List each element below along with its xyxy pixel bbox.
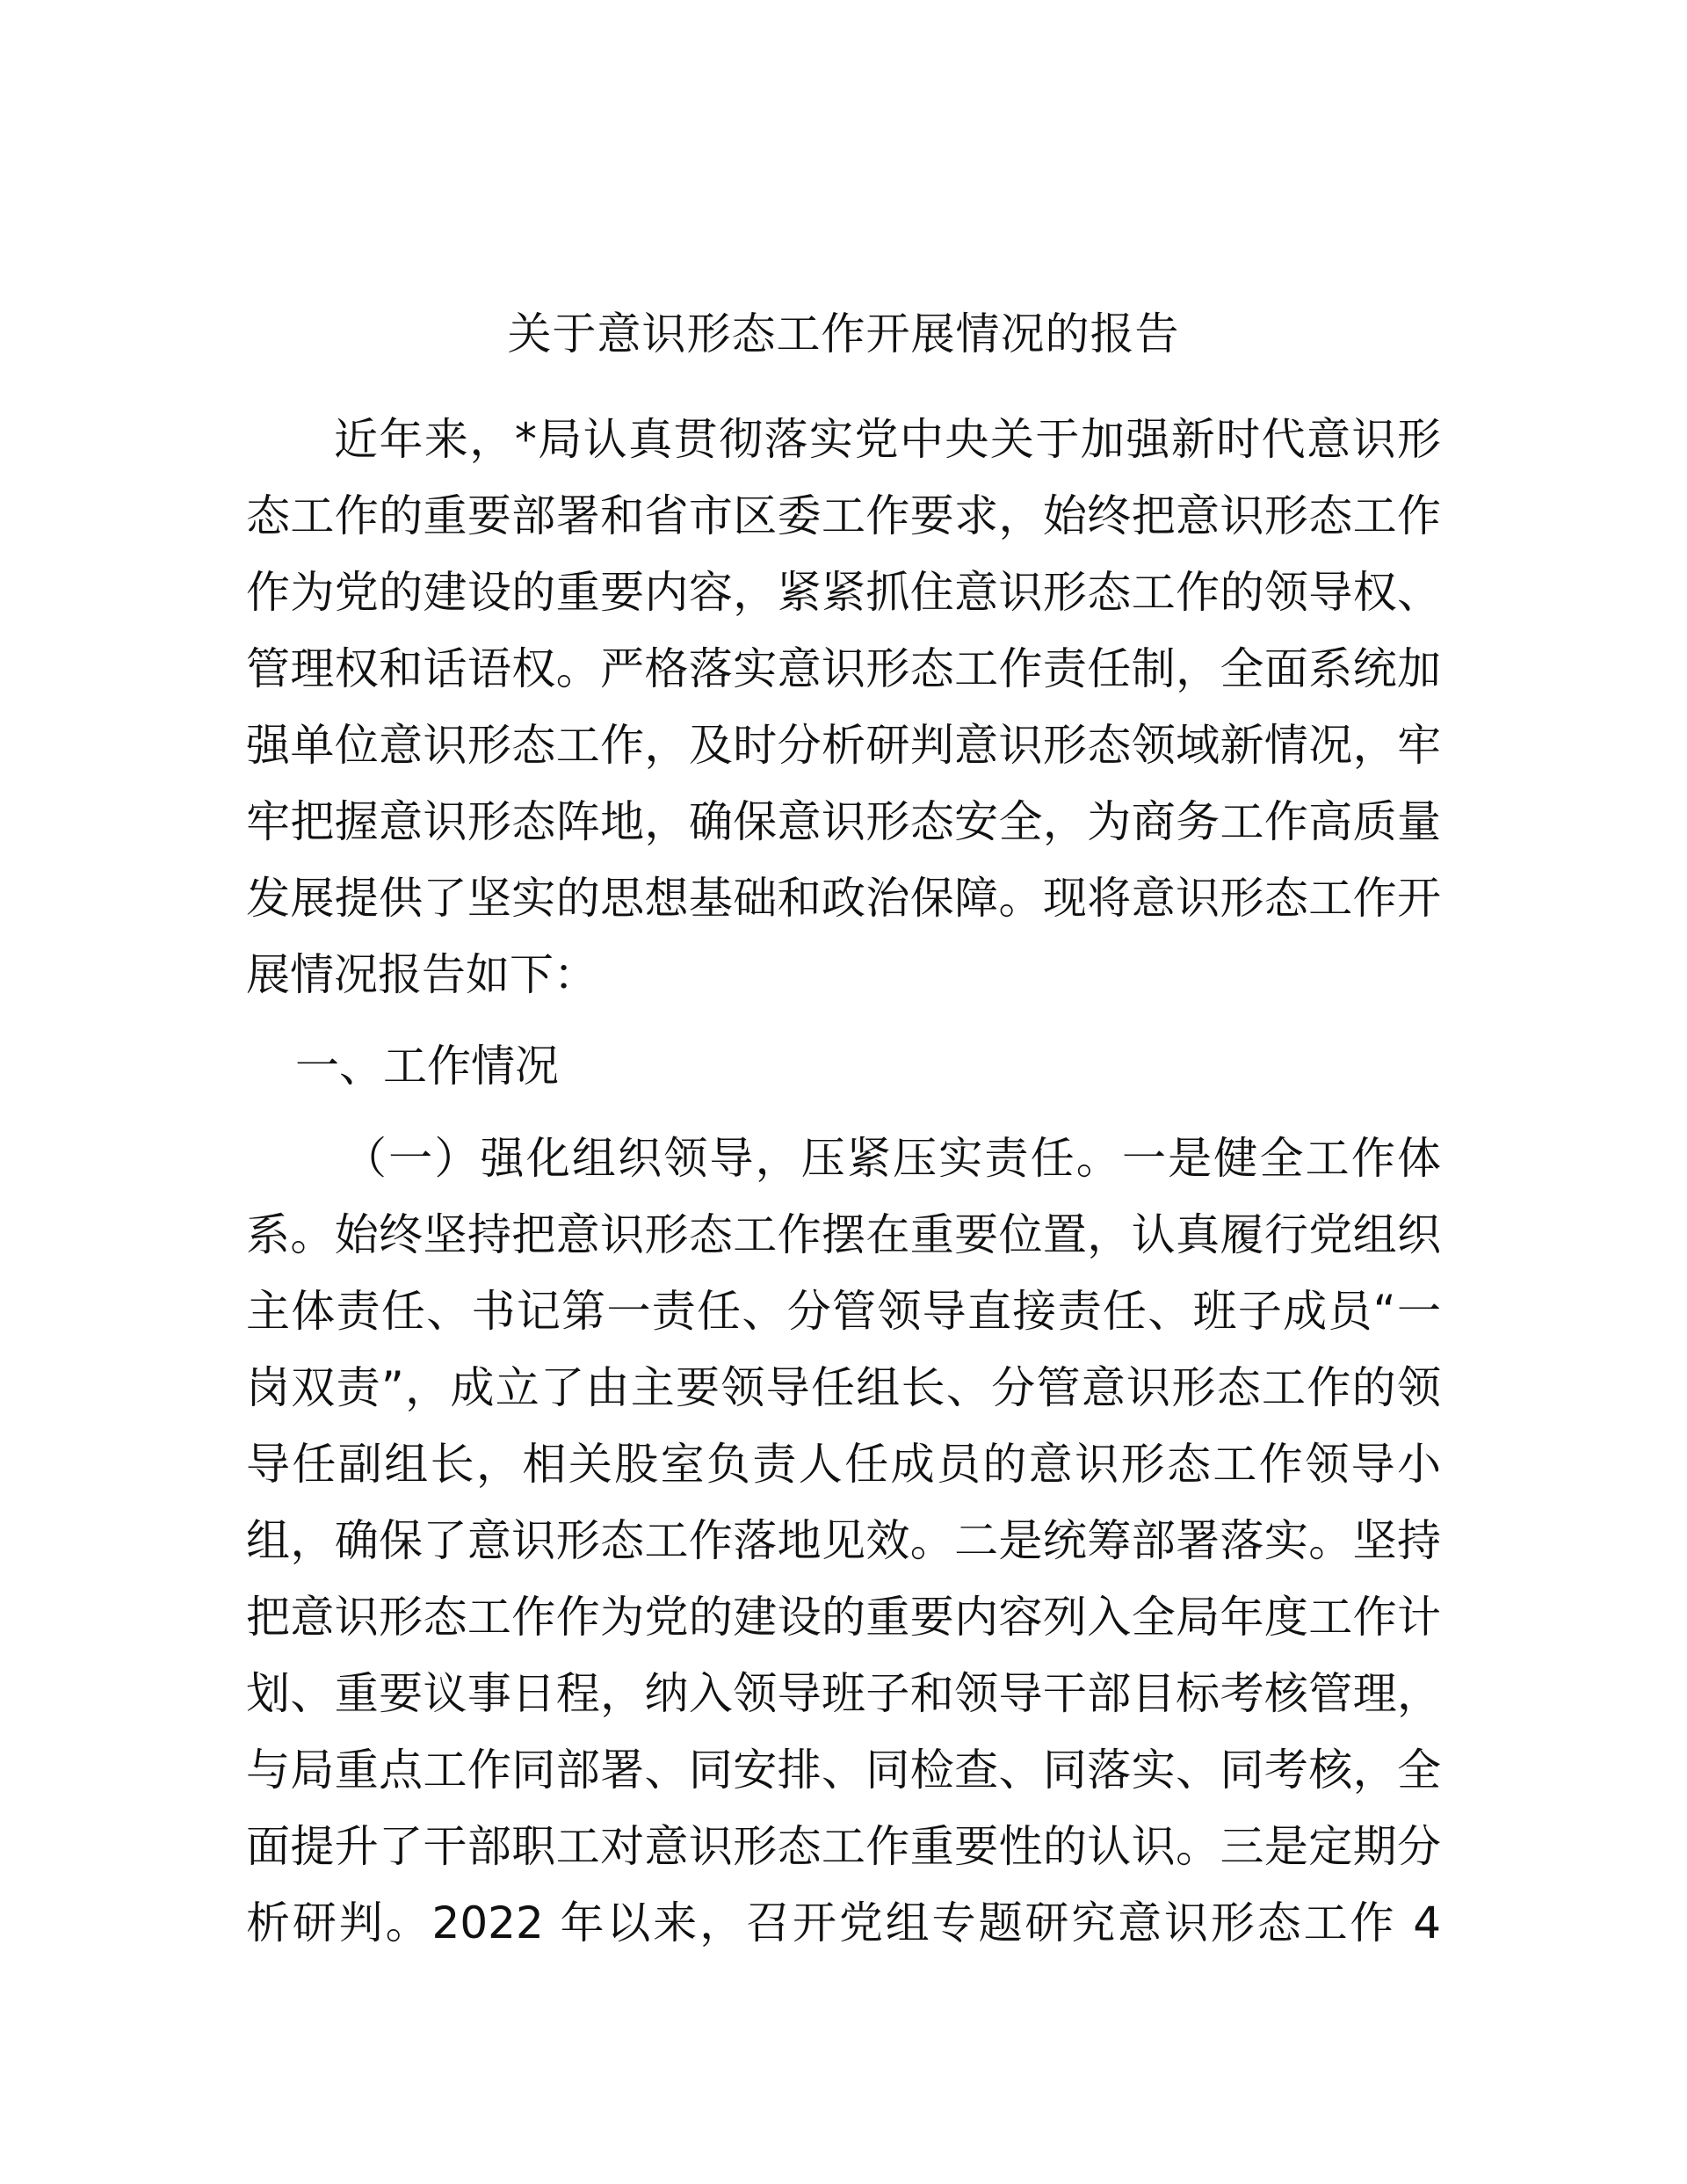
paragraph-line: 展情况报告如下： <box>246 949 597 1000</box>
paragraph-line: 把意识形态工作作为党的建设的重要内容列入全局年度工作计 <box>246 1592 1441 1643</box>
paragraph-line: 与局重点工作同部署、同安排、同检查、同落实、同考核，全 <box>246 1745 1441 1796</box>
document-title: 关于意识形态工作开展情况的报告 <box>507 308 1180 359</box>
paragraph-line: 近年来，*局认真贯彻落实党中央关于加强新时代意识形 <box>334 414 1441 465</box>
paragraph-line: 作为党的建设的重要内容，紧紧抓住意识形态工作的领导权、 <box>246 567 1441 618</box>
paragraph-line: 组，确保了意识形态工作落地见效。二是统筹部署落实。坚持 <box>246 1515 1441 1566</box>
paragraph-line: 系。始终坚持把意识形态工作摆在重要位置，认真履行党组织 <box>246 1209 1441 1260</box>
paragraph-line: 发展提供了坚实的思想基础和政治保障。现将意识形态工作开 <box>246 873 1441 924</box>
paragraph-line: 析研判。2022 年以来，召开党组专题研究意识形态工作 4 <box>246 1897 1441 1948</box>
paragraph-line: 牢把握意识形态阵地，确保意识形态安全，为商务工作高质量 <box>246 796 1441 847</box>
paragraph-line: 划、重要议事日程，纳入领导班子和领导干部目标考核管理， <box>246 1668 1441 1719</box>
paragraph-line: 主体责任、书记第一责任、分管领导直接责任、班子成员“一 <box>246 1286 1441 1337</box>
paragraph-line: 态工作的重要部署和省市区委工作要求，始终把意识形态工作 <box>246 490 1441 541</box>
paragraph-line: 强单位意识形态工作，及时分析研判意识形态领域新情况，牢 <box>246 720 1441 771</box>
paragraph-line: 面提升了干部职工对意识形态工作重要性的认识。三是定期分 <box>246 1821 1441 1872</box>
paragraph-line: 岗双责”，成立了由主要领导任组长、分管意识形态工作的领 <box>246 1362 1441 1413</box>
section-heading: 一、工作情况 <box>295 1041 559 1092</box>
paragraph-line: 导任副组长，相关股室负责人任成员的意识形态工作领导小 <box>246 1439 1441 1490</box>
paragraph-line: 管理权和话语权。严格落实意识形态工作责任制，全面系统加 <box>246 643 1441 694</box>
subsection-heading-line: （一）强化组织领导，压紧压实责任。一是健全工作体 <box>343 1133 1441 1184</box>
